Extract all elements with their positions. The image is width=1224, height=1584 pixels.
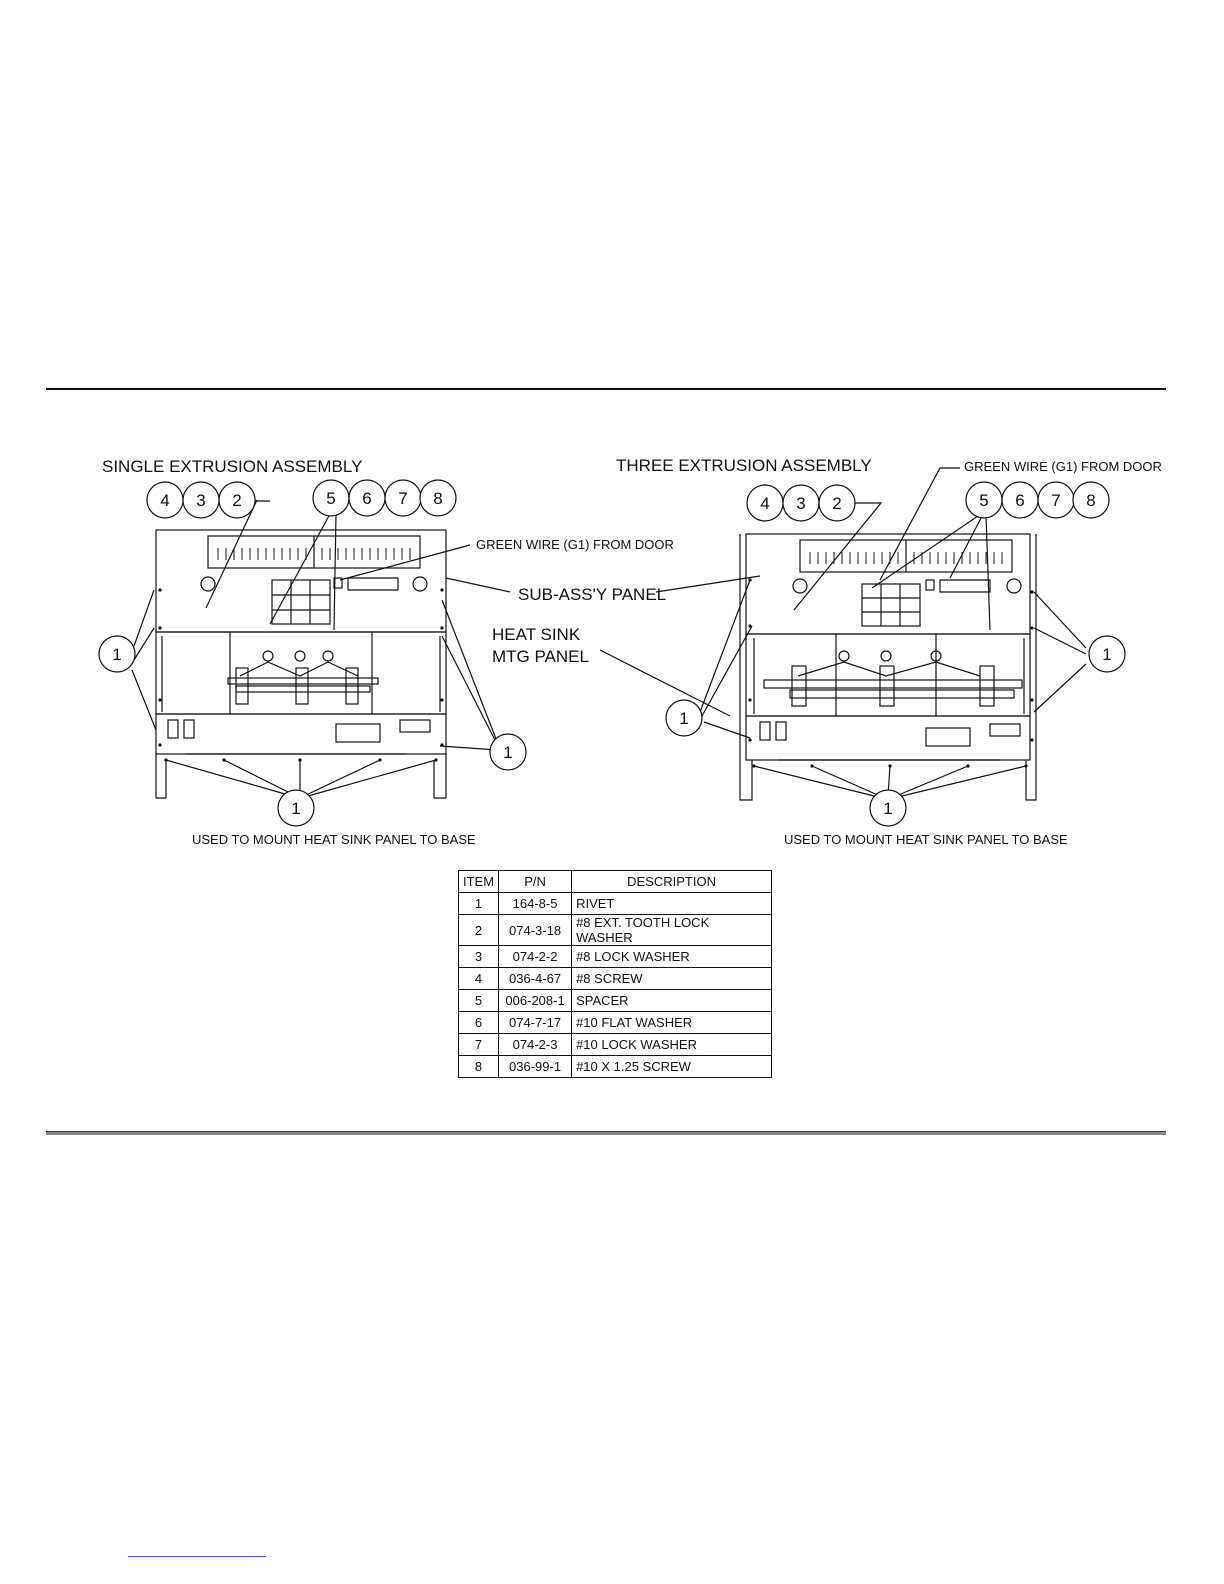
item-cell: 7 xyxy=(459,1034,499,1056)
pn-cell: 164-8-5 xyxy=(499,893,572,915)
table-row xyxy=(459,1034,772,1056)
table-row xyxy=(459,1012,772,1034)
header-pn: P/N xyxy=(499,871,572,893)
item-cell: 4 xyxy=(459,968,499,990)
balloon-2-right: 2 xyxy=(832,494,842,513)
left-assembly-title: SINGLE EXTRUSION ASSEMBLY xyxy=(102,457,363,476)
balloon-5-left: 5 xyxy=(326,489,336,508)
item-cell: 2 xyxy=(459,915,499,946)
pn-cell: 074-3-18 xyxy=(499,915,572,946)
bottom-divider xyxy=(46,1131,1166,1135)
balloon-4-right: 4 xyxy=(760,494,770,513)
balloon-8-left: 8 xyxy=(433,489,443,508)
balloon-3-left: 3 xyxy=(196,491,206,510)
balloon-4-left: 4 xyxy=(160,491,170,510)
header-description: DESCRIPTION xyxy=(572,871,772,893)
description-cell: #10 LOCK WASHER xyxy=(572,1034,772,1056)
item-cell: 5 xyxy=(459,990,499,1012)
balloon-6-left: 6 xyxy=(362,489,372,508)
balloon-6-right: 6 xyxy=(1015,491,1025,510)
balloon-1-left-right: 1 xyxy=(503,743,513,762)
heat-sink-label-line1: HEAT SINK xyxy=(492,625,581,644)
table-row xyxy=(459,893,772,915)
balloon-2-left: 2 xyxy=(232,491,242,510)
mount-note-left: USED TO MOUNT HEAT SINK PANEL TO BASE xyxy=(192,832,476,847)
pn-cell: 036-99-1 xyxy=(499,1056,572,1078)
item-cell: 8 xyxy=(459,1056,499,1078)
balloon-1-left-side: 1 xyxy=(112,645,122,664)
pn-cell: 006-208-1 xyxy=(499,990,572,1012)
pn-cell: 074-7-17 xyxy=(499,1012,572,1034)
pn-cell: 074-2-3 xyxy=(499,1034,572,1056)
table-row xyxy=(459,990,772,1012)
balloon-1-right-base: 1 xyxy=(883,799,893,818)
parts-table-header xyxy=(459,871,772,893)
balloon-3-right: 3 xyxy=(796,494,806,513)
description-cell: #8 SCREW xyxy=(572,968,772,990)
header-item: ITEM xyxy=(459,871,499,893)
footer-link-underline[interactable] xyxy=(128,1556,266,1557)
table-row xyxy=(459,1056,772,1078)
single-extrusion-assembly xyxy=(132,500,513,798)
description-cell: #10 X 1.25 SCREW xyxy=(572,1056,772,1078)
balloon-7-right: 7 xyxy=(1051,491,1061,510)
item-cell: 1 xyxy=(459,893,499,915)
table-row xyxy=(459,915,772,946)
balloon-1-right-left: 1 xyxy=(679,709,689,728)
item-cell: 6 xyxy=(459,1012,499,1034)
fuse-block-right xyxy=(862,584,920,626)
lower-panel-right xyxy=(746,716,1030,760)
table-row xyxy=(459,946,772,968)
balloon-1-right-side: 1 xyxy=(1102,645,1112,664)
green-wire-label-right: GREEN WIRE (G1) FROM DOOR xyxy=(964,459,1162,474)
parts-table xyxy=(458,870,772,1078)
heat-sink-mtg-panel-left xyxy=(156,632,446,714)
balloon-5-right: 5 xyxy=(979,491,989,510)
table-row xyxy=(459,968,772,990)
mount-note-right: USED TO MOUNT HEAT SINK PANEL TO BASE xyxy=(784,832,1068,847)
green-wire-label-left: GREEN WIRE (G1) FROM DOOR xyxy=(476,537,674,552)
pn-cell: 036-4-67 xyxy=(499,968,572,990)
item-cell: 3 xyxy=(459,946,499,968)
balloon-1-left-base: 1 xyxy=(291,799,301,818)
right-assembly-title: THREE EXTRUSION ASSEMBLY xyxy=(616,456,872,475)
description-cell: #10 FLAT WASHER xyxy=(572,1012,772,1034)
description-cell: #8 LOCK WASHER xyxy=(572,946,772,968)
fuse-block-left xyxy=(272,580,330,624)
description-cell: #8 EXT. TOOTH LOCK WASHER xyxy=(572,915,772,946)
description-cell: SPACER xyxy=(572,990,772,1012)
sub-assy-panel-label: SUB-ASS'Y PANEL xyxy=(518,585,667,604)
balloon-8-right: 8 xyxy=(1086,491,1096,510)
balloon-7-left: 7 xyxy=(398,489,408,508)
heat-sink-label-line2: MTG PANEL xyxy=(492,647,589,666)
description-cell: RIVET xyxy=(572,893,772,915)
sub-assy-panel-left xyxy=(156,530,446,632)
pn-cell: 074-2-2 xyxy=(499,946,572,968)
